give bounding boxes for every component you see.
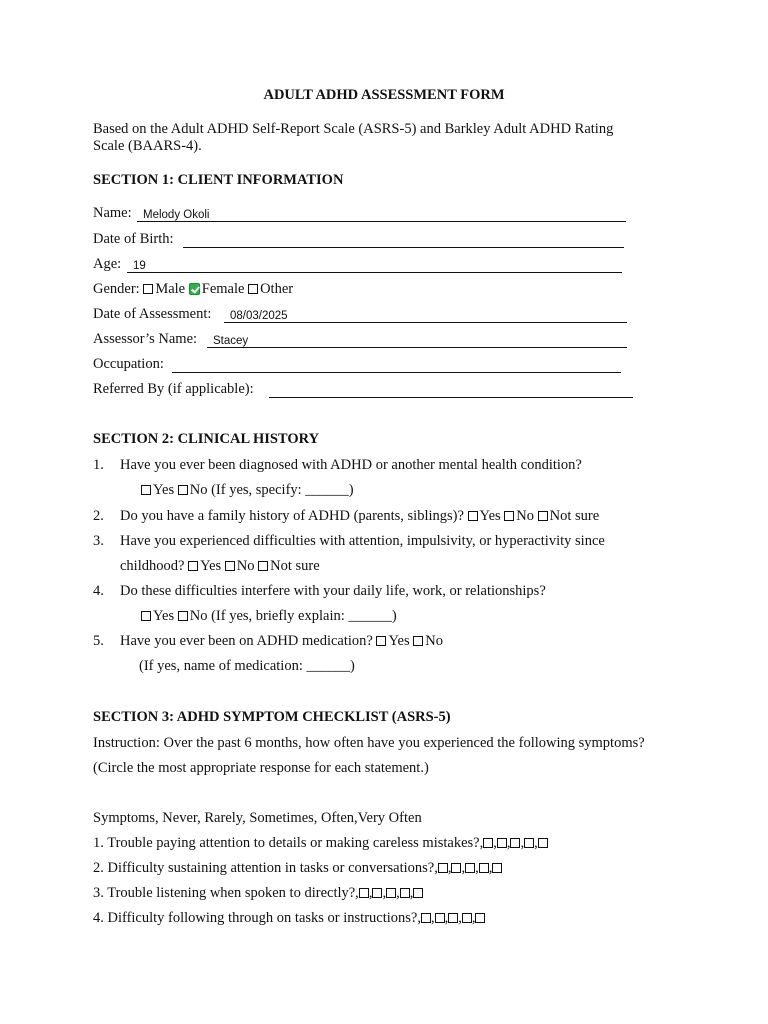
item4-often-checkbox[interactable] [462,913,472,923]
q3-number: 3. [93,533,104,549]
q3-no-label: No [236,558,255,574]
gender-other-checkbox[interactable] [248,284,258,294]
name-value: Melody Okoli [143,209,210,221]
gender-row [93,281,293,298]
referred-label: Referred By (if applicable): [93,381,254,397]
item4-veryoften-checkbox[interactable] [475,913,485,923]
section1-heading: SECTION 1: CLIENT INFORMATION [93,172,344,188]
q2-notsure-label: Not sure [549,508,600,524]
q2-notsure-checkbox[interactable] [538,511,548,521]
q5-no-checkbox[interactable] [413,636,423,646]
item4-rarely-checkbox[interactable] [435,913,445,923]
item4-never-checkbox[interactable] [421,913,431,923]
q2-yes-checkbox[interactable] [468,511,478,521]
q5-row [120,633,443,650]
item2-never-checkbox[interactable] [438,863,448,873]
q3-notsure-checkbox[interactable] [258,561,268,571]
doa-field-row [93,306,627,326]
referred-field-row [93,381,633,401]
q3-yes-checkbox[interactable] [188,561,198,571]
gender-male-checkbox[interactable] [143,284,153,294]
gender-other-label: Other [260,281,294,297]
q4-number: 4. [93,583,104,599]
item2-rarely-checkbox[interactable] [451,863,461,873]
occupation-field[interactable] [172,356,621,373]
dob-field-row [93,231,624,251]
q2-text: Do you have a family history of ADHD (parents, siblings)? [120,508,464,524]
q4-yes-label: Yes [153,608,175,624]
intro-line-2: Scale (BAARS-4). [93,138,202,154]
q4-options [141,608,397,625]
age-value: 19 [133,260,146,272]
q5-yes-checkbox[interactable] [376,636,386,646]
item3-never-checkbox[interactable] [359,888,369,898]
item1-never-checkbox[interactable] [483,838,493,848]
q5-no-label: No [425,633,443,649]
doa-field[interactable] [224,306,627,323]
symptom-item-1-text: 1. Trouble paying attention to details or making careless mistakes?, [93,835,484,851]
item4-sometimes-checkbox[interactable] [448,913,458,923]
q1-text: Have you ever been diagnosed with ADHD or another mental health condition? [120,457,582,473]
instruction-line-1: Instruction: Over the past 6 months, how often have you experienced the following symptoms? [93,735,645,751]
q3-notsure-label: Not sure [270,558,320,574]
item3-rarely-checkbox[interactable] [372,888,382,898]
symptom-header-row: Symptoms, Never, Rarely, Sometimes, Often,Very Often [93,810,422,826]
assessor-label: Assessor’s Name: [93,331,198,347]
q1-no-label: No (If yes, specify: ______) [189,482,354,498]
dob-field[interactable] [183,231,624,248]
q1-yes-checkbox[interactable] [141,485,151,495]
gender-male-label: Male [155,281,186,297]
q1-options [141,482,354,499]
symptom-item-2: 2. Difficulty sustaining attention in tasks or conversations?, , , , , [93,860,502,877]
dob-label: Date of Birth: [93,231,174,247]
item3-sometimes-checkbox[interactable] [386,888,396,898]
symptom-item-2-text: 2. Difficulty sustaining attention in tasks or conversations?, [93,860,438,876]
gender-label: Gender: [93,281,140,297]
symptom-item-3-text: 3. Trouble listening when spoken to directly?, [93,885,359,901]
q3-row [120,558,320,575]
symptom-item-4-text: 4. Difficulty following through on tasks or instructions?, [93,910,421,926]
assessor-value: Stacey [213,335,249,347]
q5-followup: (If yes, name of medication: ______) [139,658,355,674]
section3-heading: SECTION 3: ADHD SYMPTOM CHECKLIST (ASRS-5) [93,709,451,725]
item2-veryoften-checkbox[interactable] [492,863,502,873]
item3-often-checkbox[interactable] [400,888,410,898]
name-label: Name: [93,205,132,221]
age-field-row [93,256,622,276]
q1-number: 1. [93,457,104,473]
q5-number: 5. [93,633,104,649]
q2-yes-label: Yes [479,508,501,524]
symptom-item-4: 4. Difficulty following through on tasks or instructions?, , , , , [93,910,485,927]
name-field[interactable] [137,205,626,222]
q3-no-checkbox[interactable] [225,561,235,571]
age-field[interactable] [127,256,622,273]
q5-text: Have you ever been on ADHD medication? [120,633,373,649]
q2-no-checkbox[interactable] [504,511,514,521]
doa-value: 08/03/2025 [230,310,288,322]
item1-sometimes-checkbox[interactable] [510,838,520,848]
item2-sometimes-checkbox[interactable] [465,863,475,873]
q3-text-line1: Have you experienced difficulties with attention, impulsivity, or hyperactivity since [120,533,605,549]
name-field-row [93,205,626,225]
item1-often-checkbox[interactable] [524,838,534,848]
assessor-field[interactable] [207,331,627,348]
q2-no-label: No [516,508,535,524]
gender-female-label: Female [201,281,245,297]
q3-text-line2: childhood? [120,558,185,574]
q3-yes-label: Yes [200,558,222,574]
q5-yes-label: Yes [388,633,410,649]
referred-field[interactable] [269,381,633,398]
intro-line-1: Based on the Adult ADHD Self-Report Scale (ASRS-5) and Barkley Adult ADHD Rating [93,121,614,137]
q2-row [120,508,599,525]
q1-no-checkbox[interactable] [178,485,188,495]
form-title: ADULT ADHD ASSESSMENT FORM [263,87,505,103]
q2-number: 2. [93,508,104,524]
q4-no-checkbox[interactable] [178,611,188,621]
symptom-item-3: 3. Trouble listening when spoken to directly?, , , , , [93,885,423,902]
doa-label: Date of Assessment: [93,306,212,322]
age-label: Age: [93,256,122,272]
q4-yes-checkbox[interactable] [141,611,151,621]
instruction-line-2: (Circle the most appropriate response for each statement.) [93,760,429,776]
assessor-field-row [93,331,627,351]
item1-rarely-checkbox[interactable] [497,838,507,848]
occupation-label: Occupation: [93,356,164,372]
occupation-field-row [93,356,621,376]
section2-heading: SECTION 2: CLINICAL HISTORY [93,431,320,447]
item1-veryoften-checkbox[interactable] [538,838,548,848]
gender-female-checkbox-checked[interactable] [189,283,200,295]
q4-text: Do these difficulties interfere with your daily life, work, or relationships? [120,583,546,599]
symptom-item-1: 1. Trouble paying attention to details or making careless mistakes?, , , , , [93,835,548,852]
q4-no-label: No (If yes, briefly explain: ______) [189,608,397,624]
item2-often-checkbox[interactable] [479,863,489,873]
q1-yes-label: Yes [153,482,175,498]
item3-veryoften-checkbox[interactable] [413,888,423,898]
